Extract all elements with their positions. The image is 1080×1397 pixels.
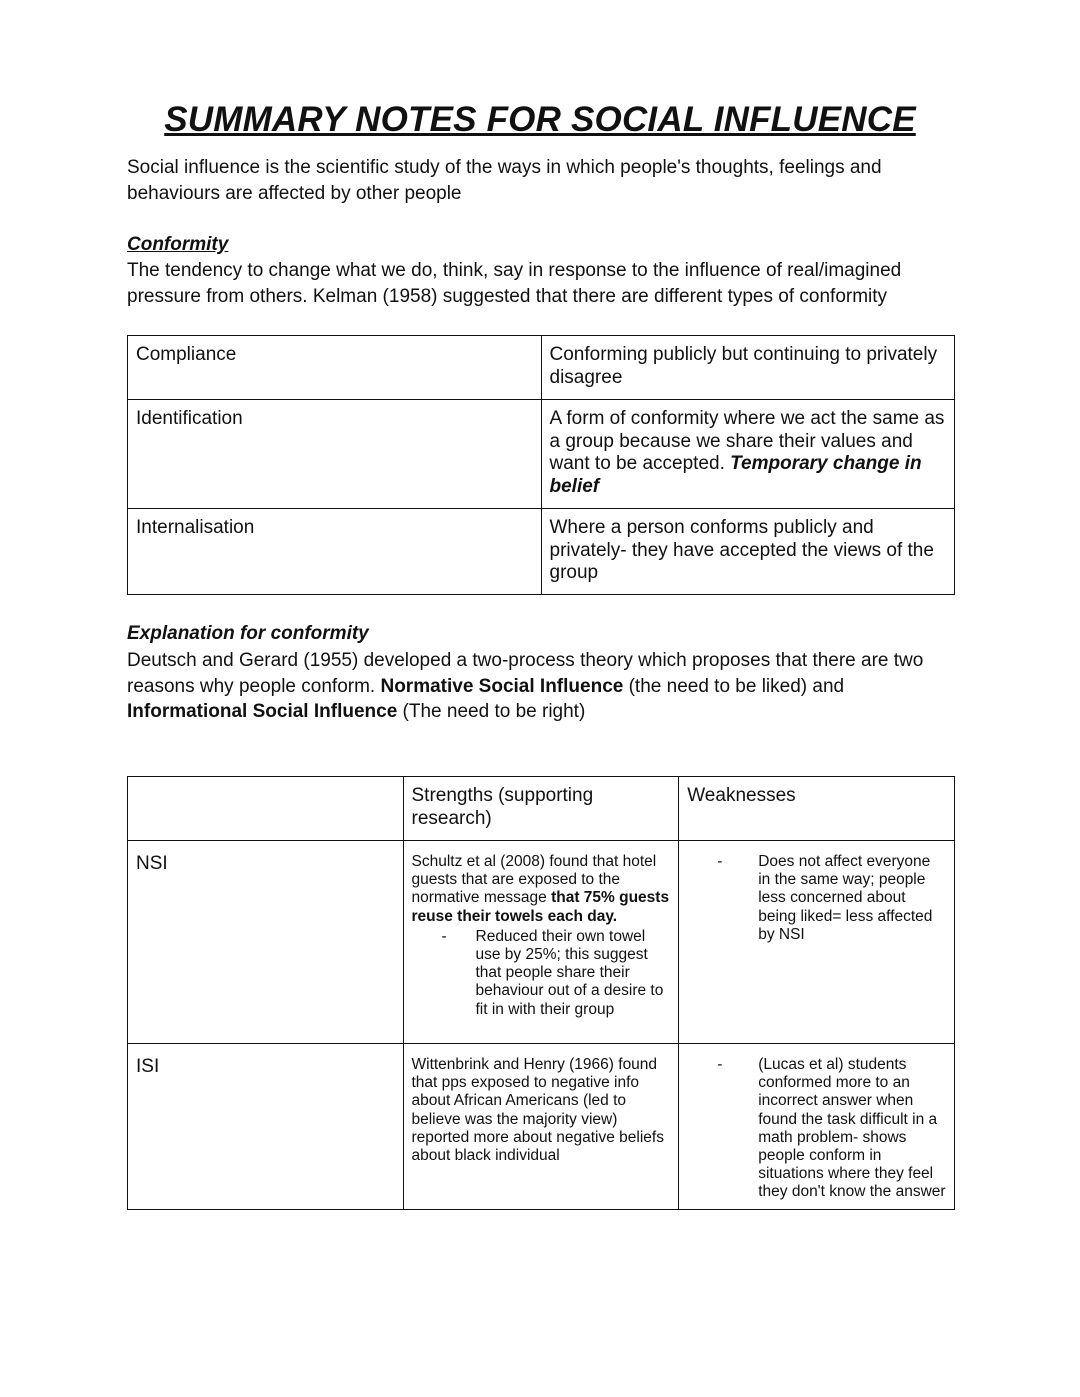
header-weaknesses: Weaknesses bbox=[679, 777, 955, 841]
table-row bbox=[128, 400, 955, 509]
conformity-definition: The tendency to change what we do, think, say in response to the influence of real/imagined pressure from others. Kelman (1958) suggested that there are different types of conformity bbox=[127, 260, 902, 307]
evaluation-table bbox=[127, 776, 955, 1210]
type-definition: Where a person conforms publicly and privately- they have accepted the views of the group bbox=[541, 509, 955, 595]
type-term: Identification bbox=[128, 400, 542, 509]
page-title: SUMMARY NOTES FOR SOCIAL INFLUENCE bbox=[164, 100, 916, 139]
nsi-strength: Schultz et al (2008) found that hotel guests that are exposed to the normative message that 75% guests reuse their towels each day. - Reduced their own towel use by 25%; this suggest that people share their behaviour out of a desire to fit in with their group bbox=[403, 841, 679, 1044]
type-term: Compliance bbox=[128, 336, 542, 400]
table-header-row bbox=[128, 777, 955, 841]
isi-strength: Wittenbrink and Henry (1966) found that pps exposed to negative info about African Americans (led to believe was the majority view) reported more about negative beliefs about black individual bbox=[403, 1044, 679, 1210]
nsi-weakness: - Does not affect everyone in the same way; people less concerned about being liked= less affected by NSI bbox=[679, 841, 955, 1044]
table-row bbox=[128, 1044, 955, 1210]
isi-term: Informational Social Influence bbox=[127, 701, 398, 722]
header-strengths: Strengths (supporting research) bbox=[403, 777, 679, 841]
row-label-nsi: NSI bbox=[128, 841, 404, 1044]
type-term: Internalisation bbox=[128, 509, 542, 595]
isi-weakness: - (Lucas et al) students conformed more to an incorrect answer when found the task difficult in a math problem- shows people conform in situations where they feel they don't know the answer bbox=[679, 1044, 955, 1210]
type-definition: Conforming publicly but continuing to privately disagree bbox=[541, 336, 955, 400]
header-blank bbox=[128, 777, 404, 841]
conformity-heading: Conformity bbox=[127, 234, 229, 255]
nsi-strength-subpoint: - Reduced their own towel use by 25%; this suggest that people share their behaviour out of a desire to fit in with their group bbox=[441, 927, 664, 1018]
conformity-types-table bbox=[127, 335, 955, 595]
table-row bbox=[128, 336, 955, 400]
table-row bbox=[128, 509, 955, 595]
intro-paragraph: Social influence is the scientific study of the ways in which people's thoughts, feelings and behaviours are affected by other people bbox=[127, 157, 882, 204]
type-definition: A form of conformity where we act the same as a group because we share their values and want to be accepted. Temporary change in belief bbox=[541, 400, 955, 509]
table-row bbox=[128, 841, 955, 1044]
nsi-term: Normative Social Influence bbox=[380, 675, 624, 697]
explanation-paragraph: Deutsch and Gerard (1955) developed a two-process theory which proposes that there are two reasons why people conform. Normative Social Influence (the need to be liked) and Informational Social Influence (The need to be right) bbox=[127, 650, 924, 722]
explanation-heading: Explanation for conformity bbox=[127, 623, 369, 644]
emphasis-text: Temporary change in belief bbox=[549, 453, 922, 497]
row-label-isi: ISI bbox=[128, 1044, 404, 1210]
